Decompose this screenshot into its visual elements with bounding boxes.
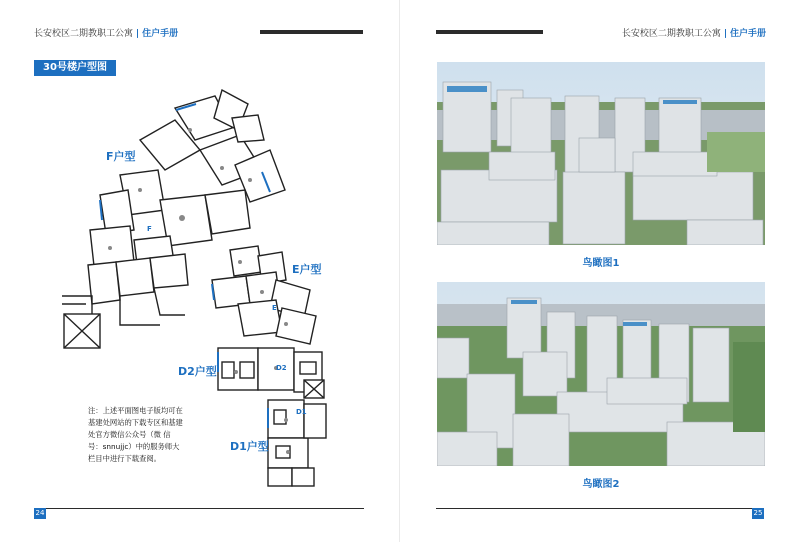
left-header: [34, 26, 178, 39]
header-rule: [260, 30, 363, 34]
unit-label-d1: D1户型: [230, 440, 269, 453]
unit-label-e: E户型: [292, 263, 322, 276]
header-title: 长安校区二期教职工公寓: [34, 29, 134, 39]
plan-mark-d1: D1: [296, 408, 307, 416]
header-separator-right: |: [723, 29, 728, 39]
header-rule-right: [436, 30, 543, 34]
footer-rule-left: [46, 508, 364, 509]
page-number-right: 25: [753, 509, 763, 517]
plan-mark-d2: D2: [276, 364, 287, 372]
aerial-photo-1: [437, 62, 765, 245]
page-number-left: 24: [35, 509, 45, 517]
plan-mark-f: F: [147, 225, 152, 233]
unit-label-d2: D2户型: [178, 365, 217, 378]
footer-rule-right: [436, 508, 752, 509]
header-title-right: 长安校区二期教职工公寓: [621, 29, 721, 39]
plan-mark-e: E: [272, 304, 277, 312]
section-badge: 30号楼户型图: [34, 60, 116, 76]
header-section-right: 住户手册: [729, 29, 766, 39]
aerial-photo-2: [437, 282, 765, 466]
unit-label-f: F户型: [106, 150, 136, 163]
plan-unit-d2: [218, 348, 324, 398]
download-note: 注：上述平面图电子版均可在基建处网站的下载专区和基建处官方微信公众号（微 信 号：snnujjc）中的服务师大栏目中进行下载查阅。: [88, 406, 183, 463]
floor-plan: [0, 80, 400, 500]
photo-caption-1: 鸟瞰图1: [582, 258, 620, 269]
header-section: 住户手册: [142, 29, 179, 39]
photo-caption-2: 鸟瞰图2: [582, 479, 620, 490]
header-separator: |: [135, 29, 140, 39]
right-header: [622, 26, 766, 39]
